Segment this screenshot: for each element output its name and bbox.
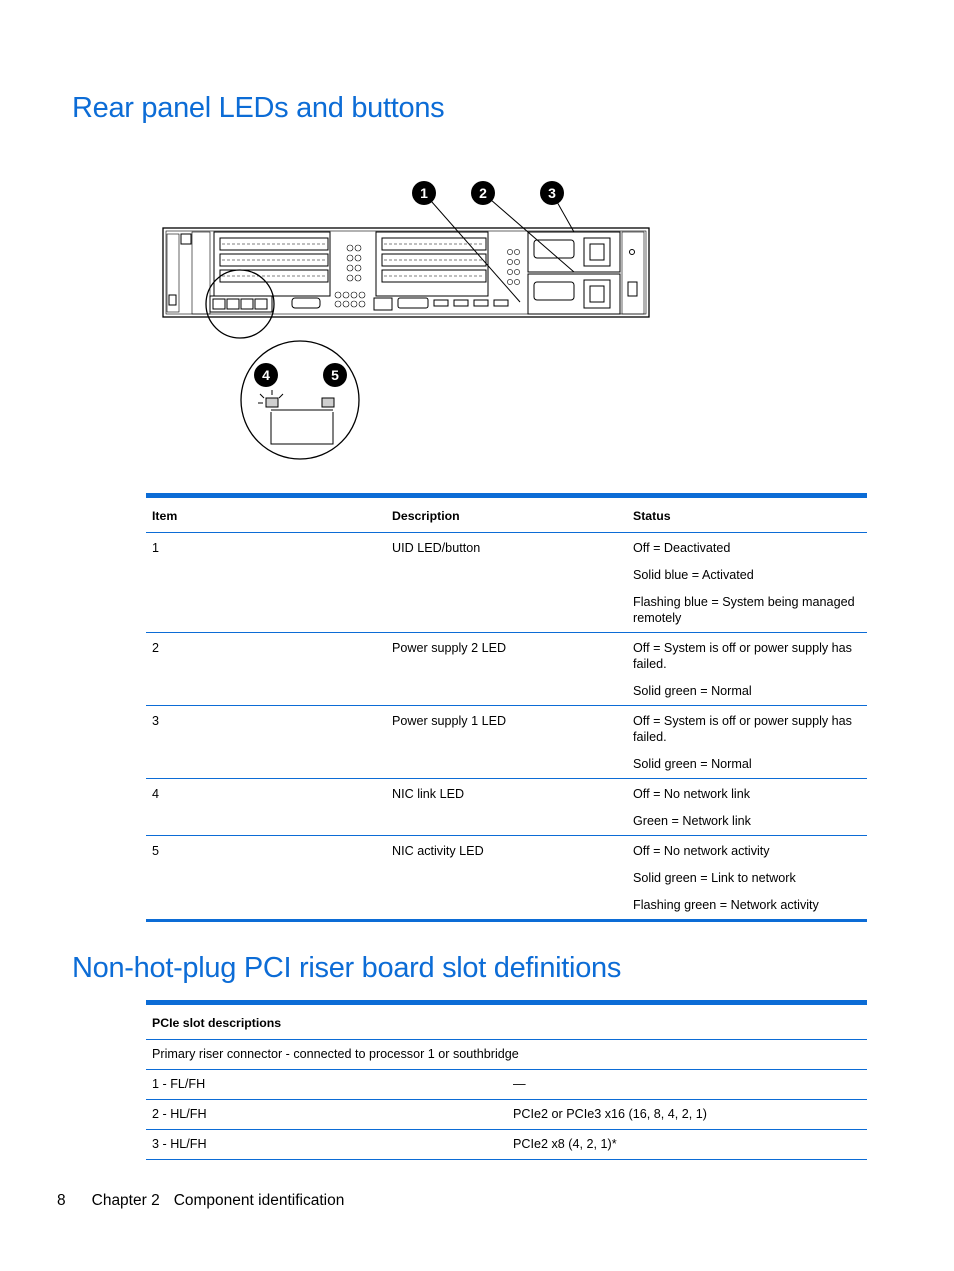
zoom-detail-circle xyxy=(241,341,359,459)
table-row xyxy=(146,836,867,921)
cell-slot: 2 - HL/FH xyxy=(146,1100,507,1130)
status-line: Solid green = Normal xyxy=(633,684,752,698)
svg-text:2: 2 xyxy=(479,185,487,201)
header-status: Status xyxy=(627,496,867,533)
table-header-row xyxy=(146,496,867,533)
status-line: Off = No network activity xyxy=(633,844,770,858)
table-row xyxy=(146,779,867,836)
svg-text:4: 4 xyxy=(262,367,270,383)
chapter-label: Chapter 2 xyxy=(91,1192,160,1209)
cell-description: NIC activity LED xyxy=(392,844,484,858)
cell-slot: 1 - FL/FH xyxy=(146,1070,507,1100)
cell-riser-connector: Primary riser connector - connected to processor 1 or southbridge xyxy=(146,1040,867,1070)
svg-text:3: 3 xyxy=(548,185,556,201)
cell-description: NIC link LED xyxy=(386,779,627,836)
table-row xyxy=(146,633,867,706)
cell-description: UID LED/button xyxy=(386,533,627,633)
table-header-row xyxy=(146,1003,867,1040)
callout-2 xyxy=(471,181,495,205)
callout-3 xyxy=(540,181,564,205)
rear-panel-led-table xyxy=(146,493,867,922)
table-row xyxy=(146,533,867,633)
cell-slot-desc: PCIe2 x8 (4, 2, 1)* xyxy=(507,1130,867,1160)
page-number: 8 xyxy=(57,1192,66,1209)
table-row xyxy=(146,1100,867,1130)
svg-text:1: 1 xyxy=(420,185,428,201)
status-line: Off = No network link xyxy=(633,787,751,801)
cell-item: 1 xyxy=(146,533,386,633)
cell-slot-desc: PCIe2 or PCIe3 x16 (16, 8, 4, 2, 1) xyxy=(507,1100,867,1130)
status-line: Solid green = Normal xyxy=(633,757,752,771)
callout-5 xyxy=(323,363,347,387)
cell-status xyxy=(627,836,867,921)
status-line: Off = System is off or power supply has failed. xyxy=(633,714,852,744)
cell-status xyxy=(627,533,867,633)
pcie-slot-table xyxy=(146,1000,867,1160)
cell-slot-desc: — xyxy=(507,1070,867,1100)
cell-item: 3 xyxy=(146,706,386,779)
table-row xyxy=(146,1130,867,1160)
svg-text:5: 5 xyxy=(331,367,339,383)
cell-status xyxy=(627,706,867,779)
header-pcie-slot-descriptions: PCIe slot descriptions xyxy=(146,1003,867,1040)
page-footer xyxy=(57,1192,344,1210)
section-title-pci-riser: Non-hot-plug PCI riser board slot definitions xyxy=(72,952,622,984)
cell-description: Power supply 1 LED xyxy=(386,706,627,779)
server-chassis xyxy=(163,228,649,317)
cell-item: 5 xyxy=(152,844,160,858)
cell-slot: 3 - HL/FH xyxy=(146,1130,507,1160)
cell-status xyxy=(627,779,867,836)
table-row xyxy=(146,1070,867,1100)
callout-1 xyxy=(412,181,436,205)
header-item: Item xyxy=(146,496,386,533)
cell-item: 4 xyxy=(146,779,386,836)
status-line: Flashing blue = System being managed remotely xyxy=(633,595,855,625)
callout-4 xyxy=(254,363,278,387)
status-line: Off = System is off or power supply has failed. xyxy=(633,641,852,671)
cell-description: Power supply 2 LED xyxy=(386,633,627,706)
cell-item: 2 xyxy=(146,633,386,706)
status-line: Off = Deactivated xyxy=(633,541,731,555)
table-row xyxy=(146,706,867,779)
status-line: Flashing green = Network activity xyxy=(633,898,819,912)
rear-panel-illustration xyxy=(150,170,670,470)
chapter-title: Component identification xyxy=(173,1192,345,1209)
status-line: Solid blue = Activated xyxy=(633,568,754,582)
table-subheader-row xyxy=(146,1040,867,1070)
header-description: Description xyxy=(386,496,627,533)
cell-status xyxy=(627,633,867,706)
zoom-source-circle xyxy=(206,270,274,338)
status-line: Solid green = Link to network xyxy=(633,871,796,885)
section-title-rear-panel: Rear panel LEDs and buttons xyxy=(72,92,445,124)
status-line: Green = Network link xyxy=(633,814,751,828)
